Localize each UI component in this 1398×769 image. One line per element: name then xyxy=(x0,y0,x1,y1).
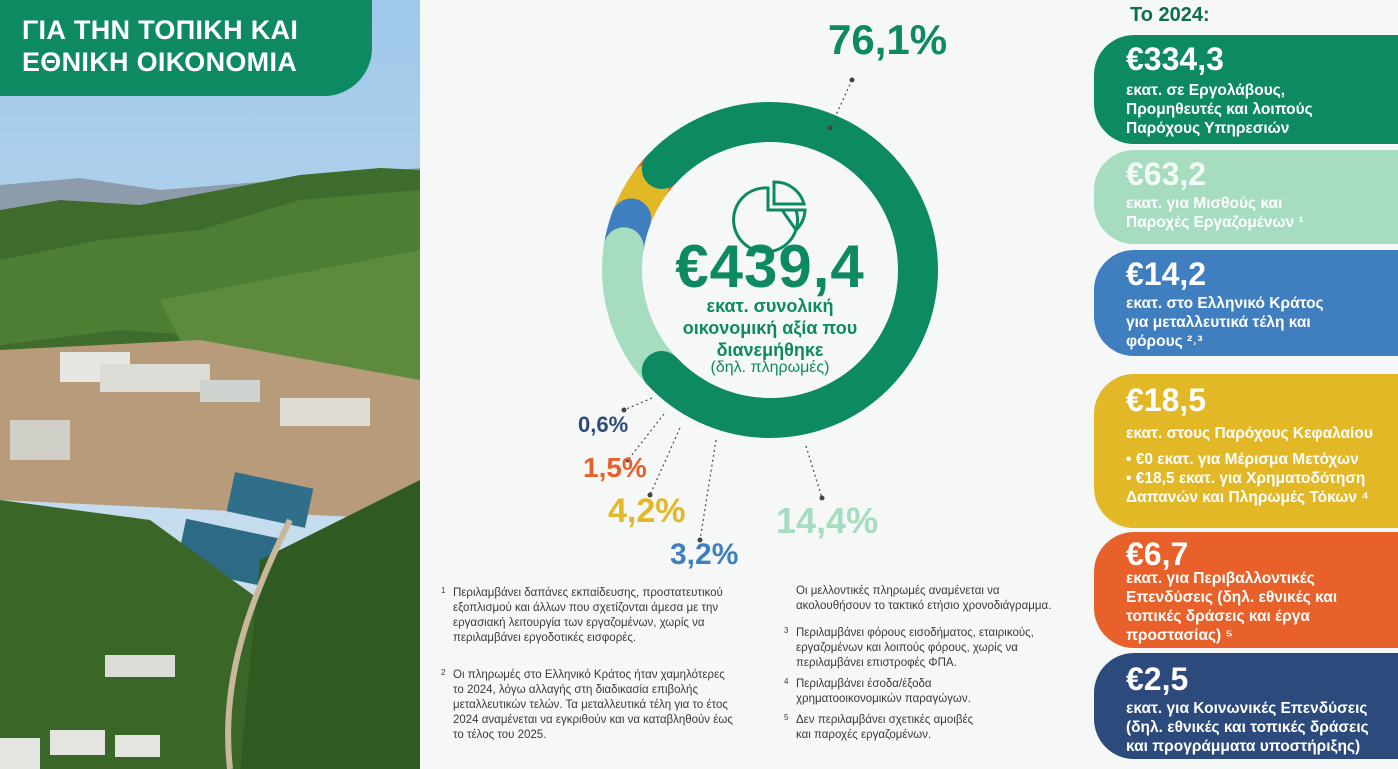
pct-label-environment: 1,5% xyxy=(583,452,647,483)
card-capital xyxy=(1094,374,1398,528)
card-contractors xyxy=(1094,35,1398,144)
leader-contractors-end-dot xyxy=(850,78,855,83)
card-text-line: Προμηθευτές και λοιπούς xyxy=(1126,101,1313,118)
pct-label-salaries: 14,4% xyxy=(776,500,879,541)
leader-salaries xyxy=(806,446,822,498)
footnote-5: 5 Δεν περιλαμβάνει σχετικές αμοιβές και παροχές εργαζομένων. xyxy=(784,713,974,741)
total-caption-line2: οικονομική αξία που xyxy=(682,318,858,338)
card-text-line: Παρόχους Υπηρεσιών xyxy=(1126,120,1290,137)
card-text-line: και προγράμματα υποστήριξης) xyxy=(1126,738,1361,755)
card-environment xyxy=(1094,532,1398,648)
card-text-line: εκατ. στο Ελληνικό Κράτος xyxy=(1126,295,1324,312)
card-text-line: για μεταλλευτικά τέλη και xyxy=(1126,314,1311,331)
card-text-line: εκατ. σε Εργολάβους, xyxy=(1126,82,1286,99)
card-text-line: εκατ. για Μισθούς και xyxy=(1126,195,1283,212)
card-text-line: φόρους ²˒³ xyxy=(1126,333,1203,350)
leader-social xyxy=(624,398,652,410)
total-value: €439,4 xyxy=(675,233,865,300)
pct-label-state: 3,2% xyxy=(670,538,739,571)
section-title-line2: ΕΘΝΙΚΗ ΟΙΚΟΝΟΜΙΑ xyxy=(22,47,298,77)
card-text-line: Παροχές Εργαζομένων ¹ xyxy=(1126,214,1304,231)
card-amount: €63,2 xyxy=(1126,156,1207,192)
card-state xyxy=(1094,250,1398,356)
leader-capital xyxy=(650,428,680,495)
card-social xyxy=(1094,653,1398,759)
pct-label-contractors: 76,1% xyxy=(828,16,948,63)
card-amount: €334,3 xyxy=(1126,41,1224,77)
aerial-photo xyxy=(0,0,420,769)
pct-label-capital: 4,2% xyxy=(608,492,686,530)
card-amount: €18,5 xyxy=(1126,382,1207,418)
footnote-2-continued: Οι μελλοντικές πληρωμές αναμένεται να ακολουθήσουν το τακτικό ετήσιο χρονοδιάγραμμα. xyxy=(796,585,1052,612)
total-caption-line3: διανεμήθηκε xyxy=(716,340,824,360)
card-text-line: τοπικές δράσεις και έργα xyxy=(1126,608,1310,625)
card-amount: €14,2 xyxy=(1126,256,1207,292)
footnote-4: 4 Περιλαμβάνει έσοδα/έξοδα χρηματοοικονομικών παραγώγων. xyxy=(784,677,971,705)
pct-label-social: 0,6% xyxy=(578,412,629,437)
total-caption-line1: εκατ. συνολική xyxy=(706,296,834,316)
leader-state xyxy=(700,440,716,540)
total-caption-line4: (δηλ. πληρωμές) xyxy=(710,359,830,376)
footnote-3: 3 Περιλαμβάνει φόρους εισοδήματος, εταιρικούς, εργαζομένων και λοιπούς φόρους, χωρίς να περιλαμβάνει επιστροφές ΦΠΑ. xyxy=(784,626,1034,669)
card-text-line: εκατ. για Περιβαλλοντικές xyxy=(1126,570,1315,587)
card-text-line: προστασίας) ⁵ xyxy=(1126,627,1233,644)
footnote-1: 1 Περιλαμβάνει δαπάνες εκπαίδευσης, προστατευτικού εξοπλισμού και άλλων που σχετίζονται άμεσα με την εργασιακή λειτουργία των εργαζομένων, χωρίς να περιλαμβάνει εργοδοτικές εισφορές. xyxy=(441,586,723,644)
card-text-line: εκατ. για Κοινωνικές Επενδύσεις xyxy=(1126,700,1368,717)
card-text-line: Δαπανών και Πληρωμές Τόκων ⁴ xyxy=(1126,489,1369,506)
year-label: Το 2024: xyxy=(1130,4,1210,26)
footnote-2: 2 Οι πληρωμές στο Ελληνικό Κράτος ήταν χαμηλότερες το 2024, λόγω αλλαγής στη διαδικασία επιβολής μεταλλευτικών τελών. Τα μεταλλευτικά τέλη για το έτος 2024 αναμένεται να εγκριθούν και να καταβληθούν έως το τέλος του 2025. xyxy=(441,668,733,741)
card-bullet-dividend: • €0 εκατ. για Μέρισμα Μετόχων xyxy=(1126,451,1359,468)
card-text-line: (δηλ. εθνικές και τοπικές δράσεις xyxy=(1126,719,1369,736)
leader-contractors-dot xyxy=(828,126,833,131)
card-amount: €6,7 xyxy=(1126,536,1189,572)
card-salaries xyxy=(1094,150,1398,244)
card-amount: €2,5 xyxy=(1126,661,1189,697)
section-title-line1: ΓΙΑ ΤΗΝ ΤΟΠΙΚΗ ΚΑΙ xyxy=(22,15,299,45)
card-text-line: Επενδύσεις (δηλ. εθνικές και xyxy=(1126,589,1338,606)
section-title-box xyxy=(0,0,372,96)
card-bullet-financing: • €18,5 εκατ. για Χρηματοδότηση xyxy=(1126,470,1366,487)
card-text-line: εκατ. στους Παρόχους Κεφαλαίου xyxy=(1126,425,1373,442)
